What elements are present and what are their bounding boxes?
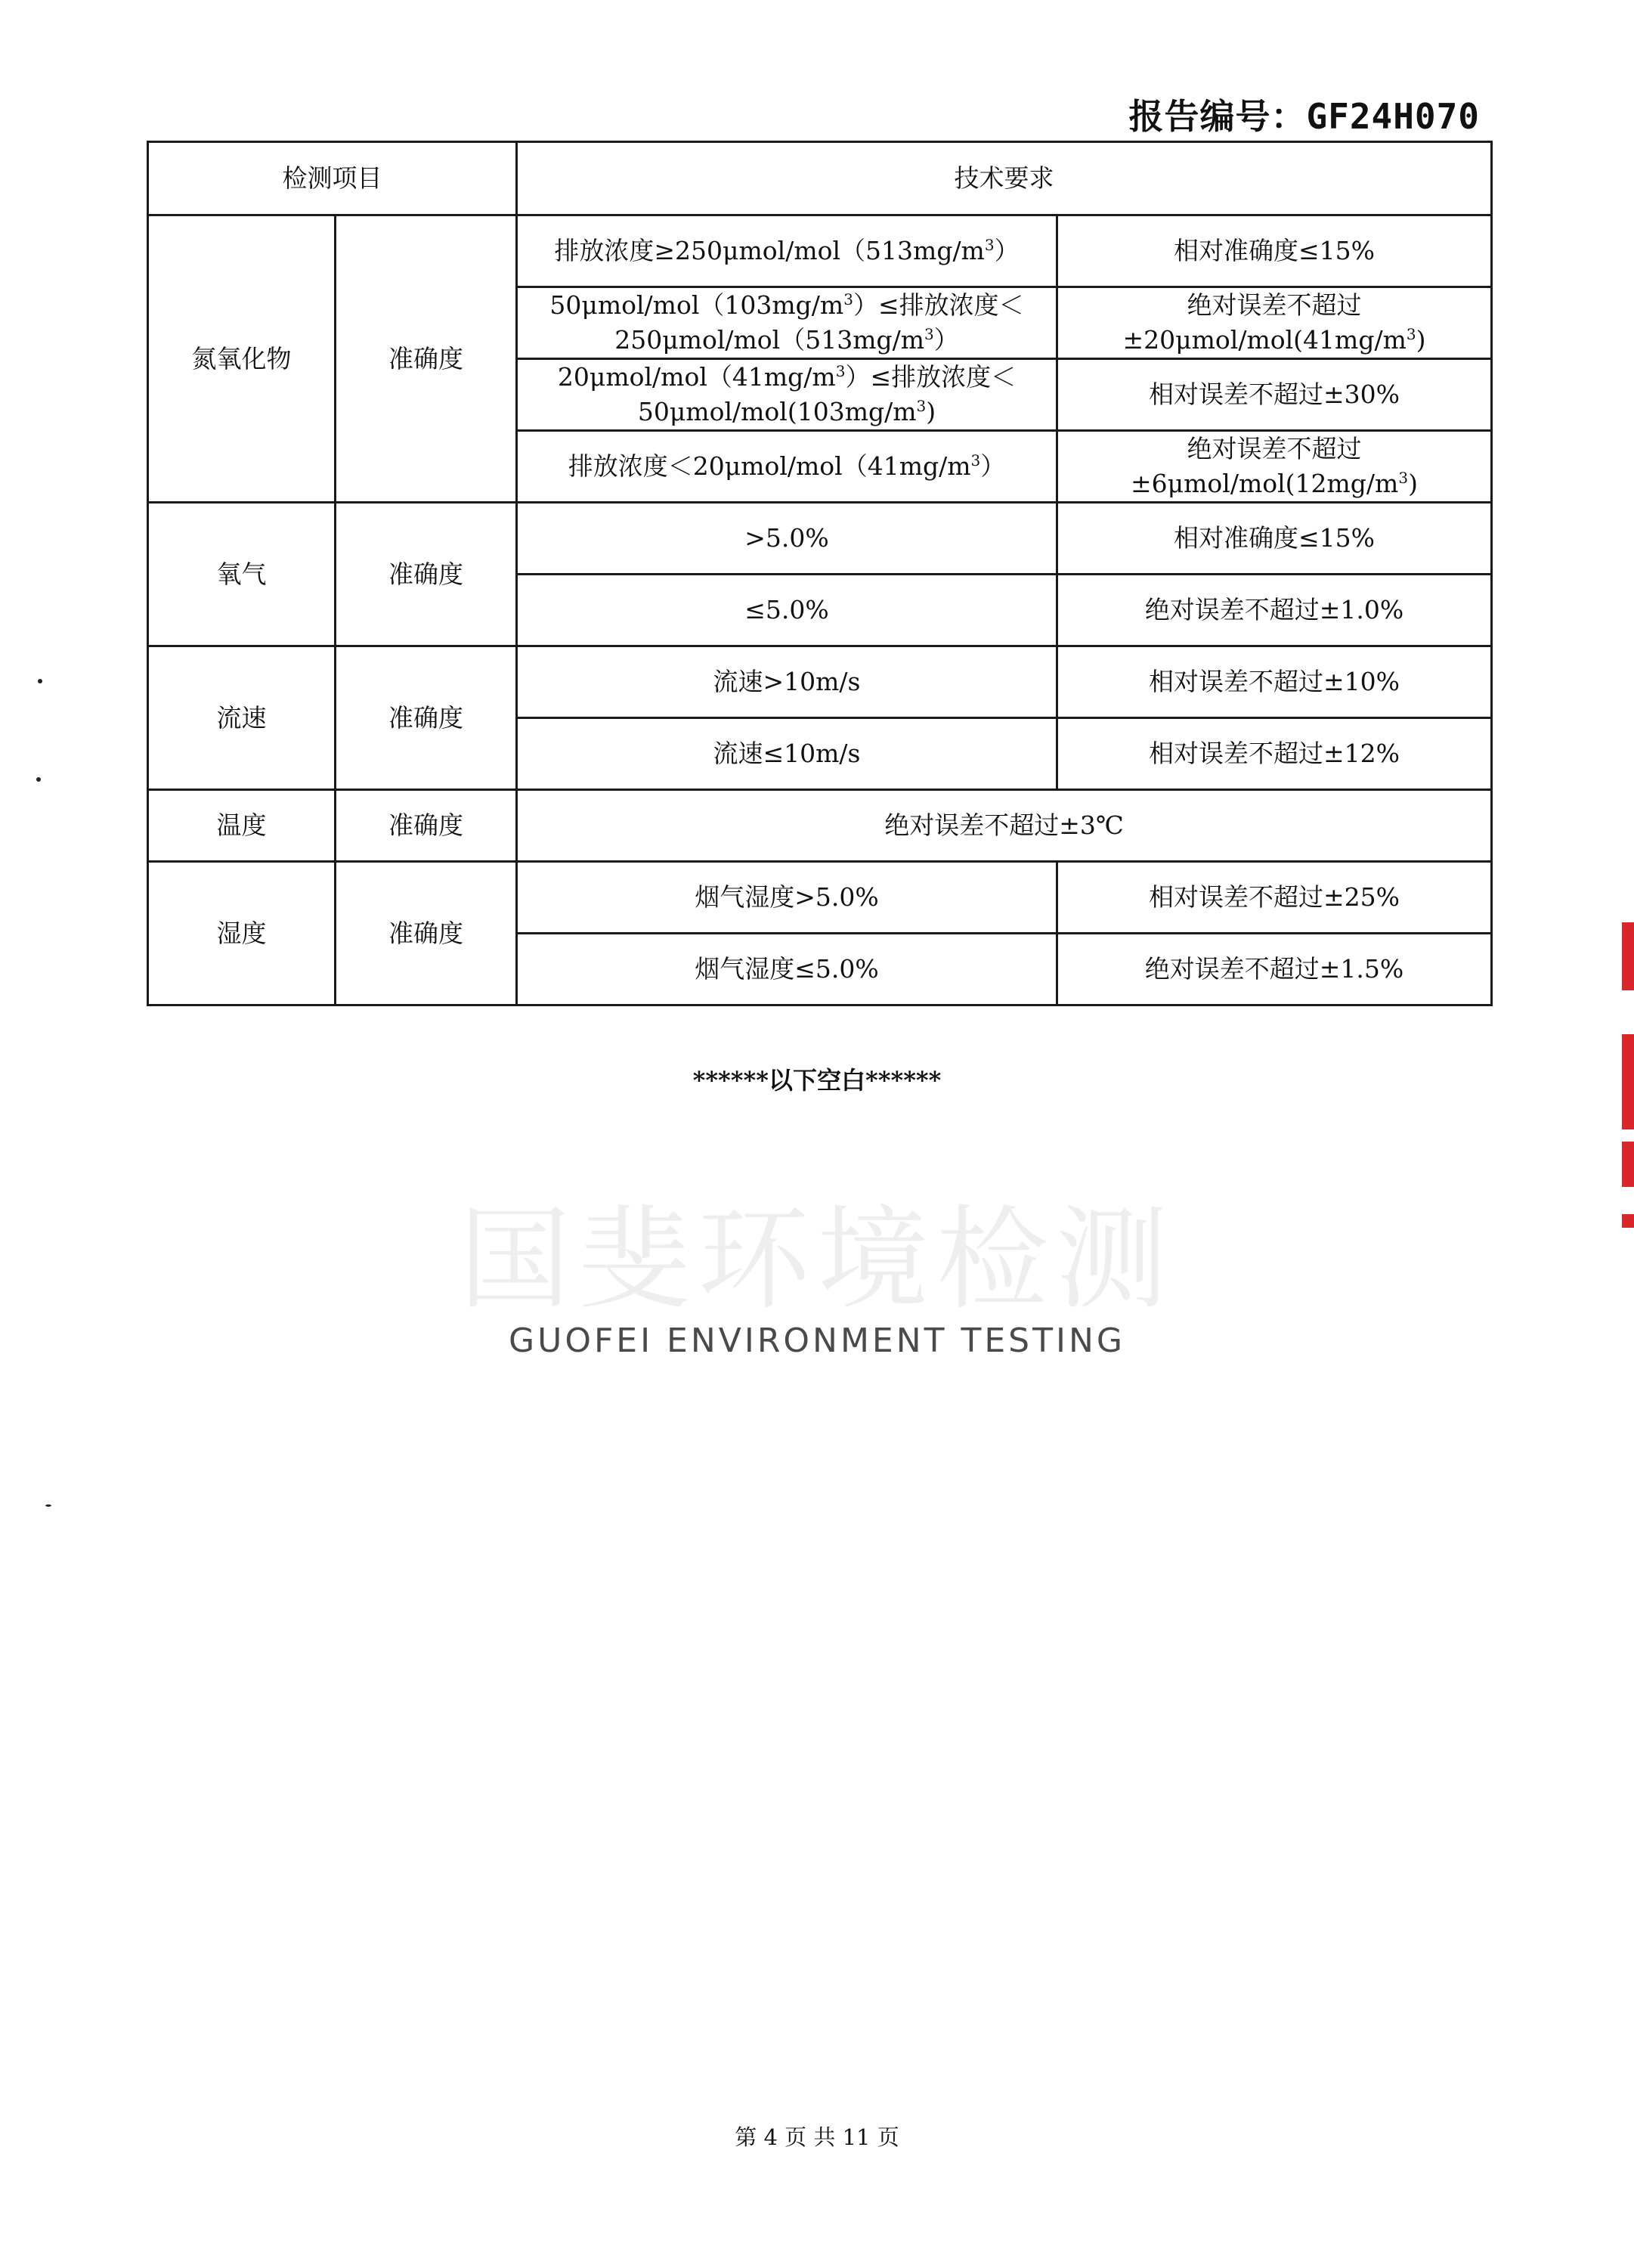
stamp-edge-mark xyxy=(1622,1034,1634,1129)
condition-cell: 烟气湿度≤5.0% xyxy=(517,934,1057,1005)
table-row xyxy=(148,503,1492,575)
table-header-row xyxy=(148,142,1492,215)
scan-speck xyxy=(45,1504,51,1507)
page-number: 第 4 页 共 11 页 xyxy=(735,2124,899,2150)
table-row xyxy=(148,215,1492,287)
item-temperature: 温度 xyxy=(148,790,336,862)
condition-cell: 排放浓度$<20\mu mol/mol(41mg/m^3)$ xyxy=(517,431,1057,503)
requirement-cell: 绝对误差不超过 $\pm 20\mu mol/mol(41mg/m^3)$ xyxy=(1057,287,1492,359)
header-technical-requirement: 技术要求 xyxy=(517,142,1492,215)
scan-speck xyxy=(36,777,41,782)
item-nox: 氮氧化物 xyxy=(148,215,336,503)
stamp-edge-mark xyxy=(1622,1142,1634,1187)
table-row xyxy=(148,790,1492,862)
condition-cell: >5.0% xyxy=(517,503,1057,575)
watermark-company-cn: 国斐环境检测 xyxy=(459,1194,1175,1325)
item-oxygen: 氧气 xyxy=(148,503,336,646)
metric-flow-accuracy: 准确度 xyxy=(336,646,517,790)
requirement-cell: 绝对误差不超过±1.5% xyxy=(1057,934,1492,1005)
metric-humidity-accuracy: 准确度 xyxy=(336,862,517,1005)
table-row xyxy=(148,646,1492,718)
condition-cell: ≤5.0% xyxy=(517,575,1057,646)
watermark-company-en: GUOFEI ENVIRONMENT TESTING xyxy=(509,1321,1125,1360)
condition-cell: 流速>10m/s xyxy=(517,646,1057,718)
requirement-cell: 相对误差不超过±10% xyxy=(1057,646,1492,718)
header-test-item: 检测项目 xyxy=(148,142,517,215)
requirement-cell: 相对误差不超过±25% xyxy=(1057,862,1492,934)
scan-speck xyxy=(38,679,42,683)
requirement-cell: 相对误差不超过±12% xyxy=(1057,718,1492,790)
requirement-cell: 相对准确度≤15% xyxy=(1057,215,1492,287)
requirement-cell: 相对准确度≤15% xyxy=(1057,503,1492,575)
item-humidity: 湿度 xyxy=(148,862,336,1005)
stamp-edge-mark xyxy=(1622,1214,1634,1228)
requirement-cell: 绝对误差不超过 $\pm 6\mu mol/mol(12mg/m^3)$ xyxy=(1057,431,1492,503)
report-number-label: 报告编号： xyxy=(1128,96,1307,137)
blank-below-notice: ******以下空白****** xyxy=(692,1066,942,1095)
requirement-cell: 相对误差不超过±30% xyxy=(1057,359,1492,431)
requirement-cell: 绝对误差不超过±1.0% xyxy=(1057,575,1492,646)
item-flow-velocity: 流速 xyxy=(148,646,336,790)
table-row xyxy=(148,862,1492,934)
condition-cell: $20\mu mol/mol(41mg/m^3)\le$排放浓度＜ $50\mu mol/mol(103mg/m^3)$ xyxy=(517,359,1057,431)
metric-nox-accuracy: 准确度 xyxy=(336,215,517,503)
condition-cell: 烟气湿度>5.0% xyxy=(517,862,1057,934)
requirement-cell: 绝对误差不超过±3℃ xyxy=(517,790,1492,862)
condition-cell: 排放浓度$\ge 250\mu mol/mol(513mg/m^3)$ xyxy=(517,215,1057,287)
stamp-edge-mark xyxy=(1622,922,1634,990)
report-number xyxy=(1128,89,1480,139)
report-number-value: GF24H070 xyxy=(1306,96,1480,137)
technical-requirements-table xyxy=(147,141,1493,1006)
metric-oxygen-accuracy: 准确度 xyxy=(336,503,517,646)
condition-cell: 流速≤10m/s xyxy=(517,718,1057,790)
metric-temperature-accuracy: 准确度 xyxy=(336,790,517,862)
condition-cell: $50\mu mol/mol(103mg/m^3)\le$排放浓度＜ $250\mu mol/mol(513mg/m^3)$ xyxy=(517,287,1057,359)
